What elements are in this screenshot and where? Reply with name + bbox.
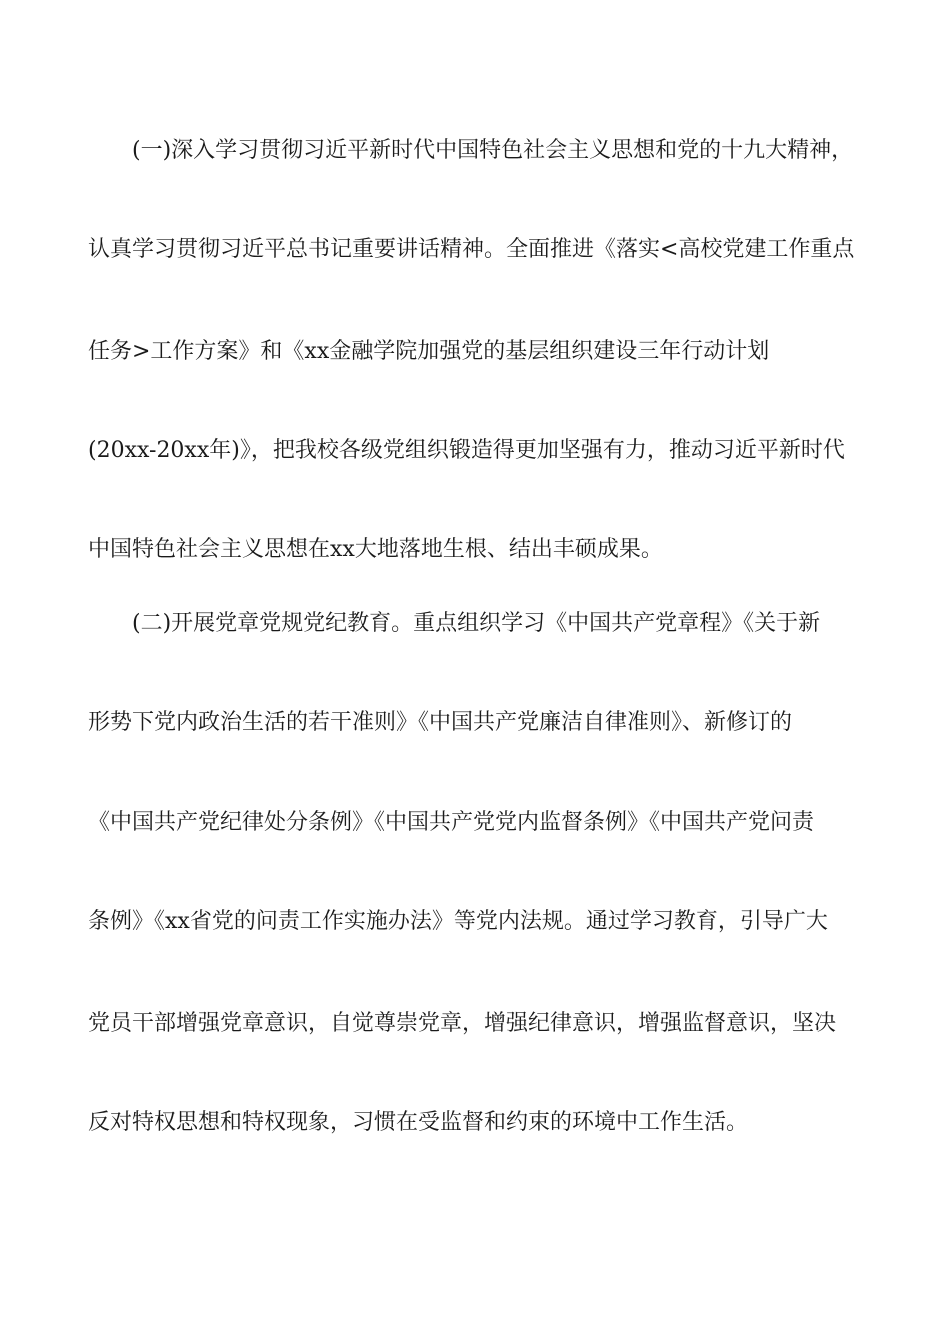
paragraph-2-line-4: 条例》《xx省党的问责工作实施办法》等党内法规。通过学习教育，引导广大 <box>88 909 828 934</box>
paragraph-2-line-3: 《中国共产党纪律处分条例》《中国共产党党内监督条例》《中国共产党问责 <box>88 810 815 835</box>
paragraph-2-line-5: 党员干部增强党章意识，自觉尊崇党章，增强纪律意识，增强监督意识，坚决 <box>88 1011 837 1036</box>
paragraph-1-line-3: 任务>工作方案》和《xx金融学院加强党的基层组织建设三年行动计划 <box>88 339 770 364</box>
paragraph-1-line-4: (20xx-20xx年)》，把我校各级党组织锻造得更加坚强有力，推动习近平新时代 <box>88 438 845 463</box>
paragraph-2-line-6: 反对特权思想和特权现象，习惯在受监督和约束的环境中工作生活。 <box>88 1110 749 1135</box>
paragraph-2-line-2: 形势下党内政治生活的若干准则》《中国共产党廉洁自律准则》、新修订的 <box>88 710 793 735</box>
paragraph-1-line-2: 认真学习贯彻习近平总书记重要讲话精神。全面推进《落实<高校党建工作重点 <box>88 237 855 262</box>
paragraph-1-line-5: 中国特色社会主义思想在xx大地落地生根、结出丰硕成果。 <box>88 537 663 562</box>
paragraph-2-line-1: (二)开展党章党规党纪教育。重点组织学习《中国共产党章程》《关于新 <box>132 611 821 636</box>
paragraph-1-line-1: (一)深入学习贯彻习近平新时代中国特色社会主义思想和党的十九大精神， <box>132 138 854 163</box>
